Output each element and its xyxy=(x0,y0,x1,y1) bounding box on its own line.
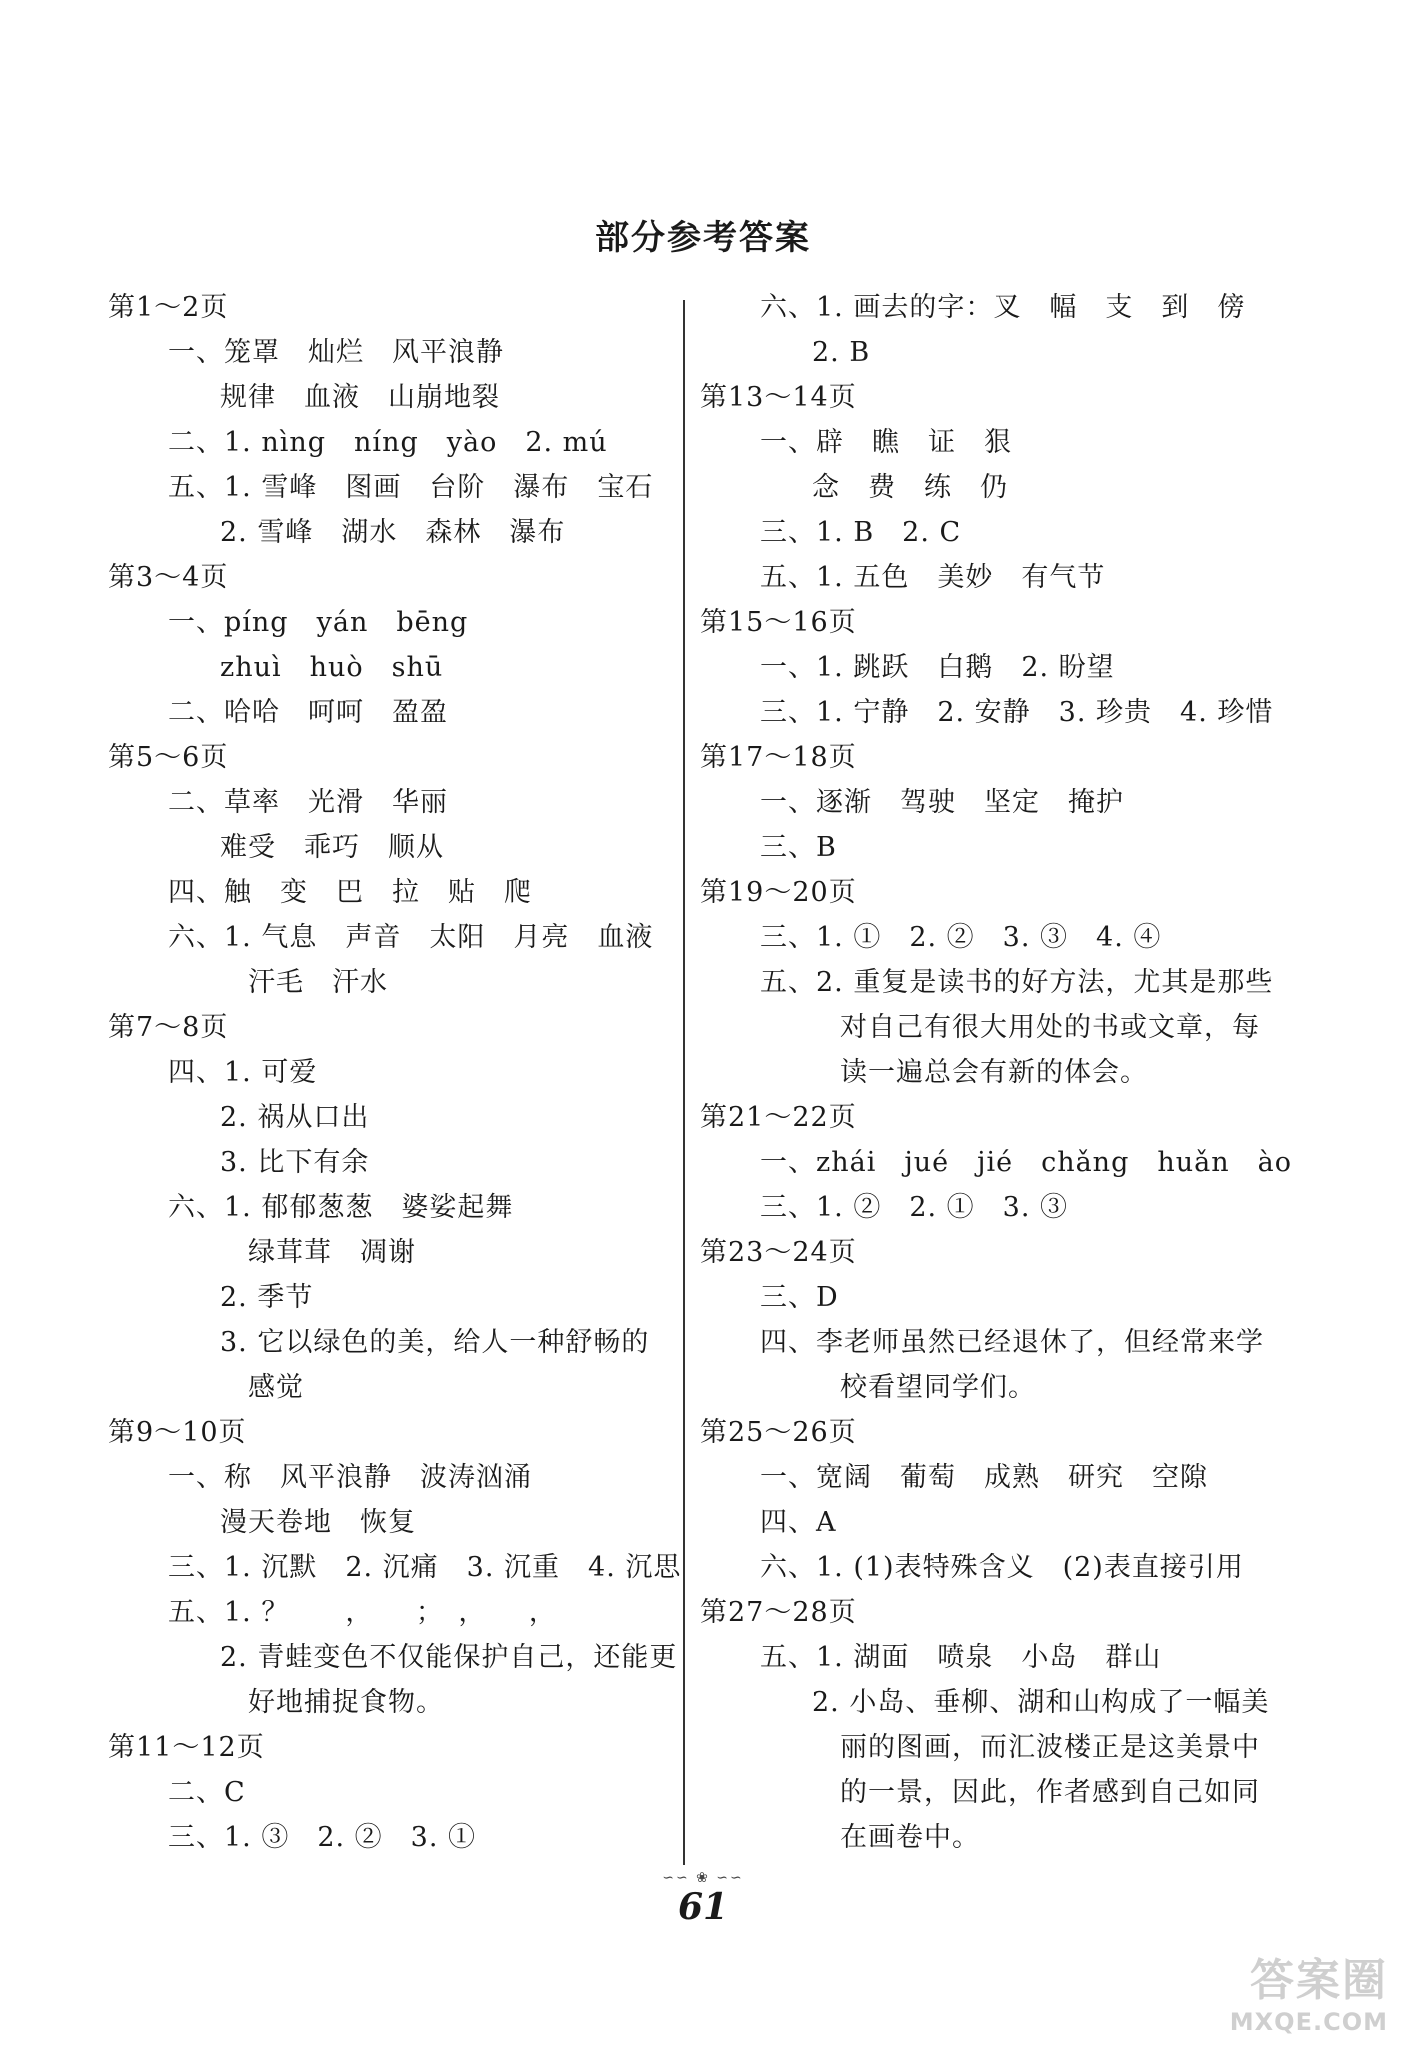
answer-line: 2. B xyxy=(812,337,871,368)
section-heading: 第27～28页 xyxy=(700,1597,857,1628)
answer-line: 一、辟 瞧 证 狠 xyxy=(760,427,1012,458)
answer-line: 念 费 练 仍 xyxy=(812,472,1008,503)
answer-line: 在画卷中。 xyxy=(840,1822,980,1853)
section-heading: 第1～2页 xyxy=(108,292,229,323)
page-footer xyxy=(0,1870,1406,1928)
answer-line: 3. 比下有余 xyxy=(220,1147,370,1178)
answer-line: 一、1. 跳跃 白鹅 2. 盼望 xyxy=(760,652,1115,683)
answer-line: 五、1. ？ ， ； ， ， xyxy=(168,1597,557,1628)
answer-line: 一、笼罩 灿烂 风平浪静 xyxy=(168,337,504,368)
answer-line: 规律 血液 山崩地裂 xyxy=(220,382,500,413)
answer-line: 二、1. nìng níng yào 2. mú xyxy=(168,427,608,458)
section-heading: 第25～26页 xyxy=(700,1417,857,1448)
watermark-main: 答案圈 xyxy=(1250,1955,1388,2006)
answer-line: 五、1. 五色 美妙 有气节 xyxy=(760,562,1106,593)
answer-line: 感觉 xyxy=(248,1372,304,1403)
answer-line: 六、1. (1)表特殊含义 (2)表直接引用 xyxy=(760,1552,1244,1583)
answer-column-right xyxy=(700,285,1320,1860)
answer-line: 四、触 变 巴 拉 贴 爬 xyxy=(168,877,532,908)
answer-line: 读一遍总会有新的体会。 xyxy=(840,1057,1148,1088)
answer-line: 2. 雪峰 湖水 森林 瀑布 xyxy=(220,517,566,548)
answer-line: 一、逐渐 驾驶 坚定 掩护 xyxy=(760,787,1124,818)
answer-line: 三、D xyxy=(760,1282,839,1313)
answer-line: 四、1. 可爱 xyxy=(168,1057,318,1088)
section-heading: 第21～22页 xyxy=(700,1102,857,1133)
answer-line: 2. 季节 xyxy=(220,1282,314,1313)
answer-line: 一、zhái jué jié chǎng huǎn ào xyxy=(760,1147,1292,1178)
section-heading: 第9～10页 xyxy=(108,1417,247,1448)
section-heading: 第7～8页 xyxy=(108,1012,229,1043)
answer-line: 五、2. 重复是读书的好方法，尤其是那些 xyxy=(760,967,1274,998)
page-number: 61 xyxy=(677,1886,729,1928)
answer-line: 二、哈哈 呵呵 盈盈 xyxy=(168,697,448,728)
answer-line: 好地捕捉食物。 xyxy=(248,1687,444,1718)
answer-line: 一、píng yán bēng xyxy=(168,607,469,638)
answer-line: 五、1. 湖面 喷泉 小岛 群山 xyxy=(760,1642,1162,1673)
answer-line: 四、A xyxy=(760,1507,837,1538)
answer-line: 2. 祸从口出 xyxy=(220,1102,370,1133)
answer-line: 五、1. 雪峰 图画 台阶 瀑布 宝石 xyxy=(168,472,654,503)
answer-line: 二、草率 光滑 华丽 xyxy=(168,787,448,818)
section-heading: 第15～16页 xyxy=(700,607,857,638)
section-heading: 第3～4页 xyxy=(108,562,229,593)
section-heading: 第19～20页 xyxy=(700,877,857,908)
section-heading: 第5～6页 xyxy=(108,742,229,773)
answer-line: 漫天卷地 恢复 xyxy=(220,1507,416,1538)
answer-line: 一、宽阔 葡萄 成熟 研究 空隙 xyxy=(760,1462,1208,1493)
answer-line: 三、1. 宁静 2. 安静 3. 珍贵 4. 珍惜 xyxy=(760,697,1274,728)
answer-line: 3. 它以绿色的美，给人一种舒畅的 xyxy=(220,1327,650,1358)
answer-line: 三、1. ③ 2. ② 3. ① xyxy=(168,1822,477,1853)
answer-line: 难受 乖巧 顺从 xyxy=(220,832,444,863)
watermark-sub: MXQE.COM xyxy=(1229,2008,1388,2036)
watermark-logo xyxy=(1230,1944,1388,2036)
answer-line: 2. 青蛙变色不仅能保护自己，还能更 xyxy=(220,1642,678,1673)
answer-line: zhuì huò shū xyxy=(220,652,444,683)
answer-line: 的一景，因此，作者感到自己如同 xyxy=(840,1777,1260,1808)
answer-line: 三、1. ① 2. ② 3. ③ 4. ④ xyxy=(760,922,1162,953)
answer-line: 六、1. 郁郁葱葱 婆娑起舞 xyxy=(168,1192,514,1223)
section-heading: 第13～14页 xyxy=(700,382,857,413)
answer-line: 三、1. 沉默 2. 沉痛 3. 沉重 4. 沉思 xyxy=(168,1552,682,1583)
column-divider xyxy=(683,300,685,1865)
answer-line: 三、1. B 2. C xyxy=(760,517,962,548)
section-heading: 第23～24页 xyxy=(700,1237,857,1268)
answer-line: 三、1. ② 2. ① 3. ③ xyxy=(760,1192,1069,1223)
section-heading: 第17～18页 xyxy=(700,742,857,773)
answer-line: 校看望同学们。 xyxy=(840,1372,1036,1403)
answer-line: 二、C xyxy=(168,1777,246,1808)
answer-line: 四、李老师虽然已经退休了，但经常来学 xyxy=(760,1327,1264,1358)
answer-line: 六、1. 气息 声音 太阳 月亮 血液 xyxy=(168,922,654,953)
answer-line: 2. 小岛、垂柳、湖和山构成了一幅美 xyxy=(812,1687,1270,1718)
answer-column-left xyxy=(108,285,682,1860)
ornament-icon: ∽∽ ❀ ∽∽ xyxy=(662,1870,744,1886)
answer-line: 绿茸茸 凋谢 xyxy=(248,1237,416,1268)
page-title: 部分参考答案 xyxy=(595,218,811,258)
answer-line: 汗毛 汗水 xyxy=(248,967,388,998)
answer-line: 丽的图画，而汇波楼正是这美景中 xyxy=(840,1732,1260,1763)
answer-line: 对自己有很大用处的书或文章，每 xyxy=(840,1012,1260,1043)
answer-line: 一、称 风平浪静 波涛汹涌 xyxy=(168,1462,532,1493)
answer-line: 三、B xyxy=(760,832,837,863)
answer-line: 六、1. 画去的字：叉 幅 支 到 傍 xyxy=(760,292,1246,323)
section-heading: 第11～12页 xyxy=(108,1732,265,1763)
